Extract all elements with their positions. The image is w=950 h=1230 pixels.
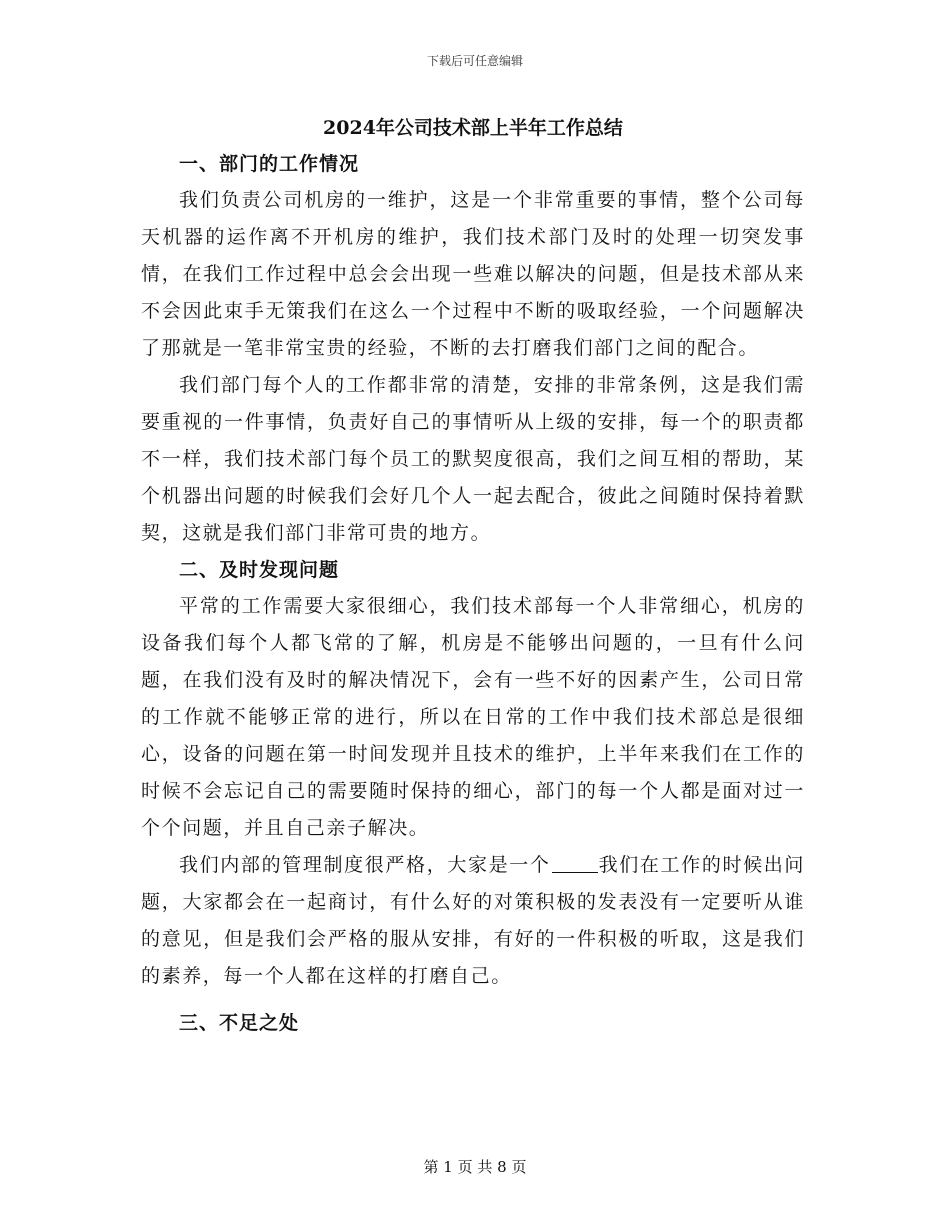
section-heading-1: 一、部门的工作情况 [179, 153, 360, 175]
paragraph: 我们负责公司机房的一维护，这是一个非常重要的事情，整个公司每天机器的运作离不开机房的维护，我们技术部门及时的处理一切突发事情，在我们工作过程中总会会出现一些难以解决的问题，但是技术部从来不会因此束手无策我们在这么一个过程中不断的吸取经验，一个问题解决了那就是一笔非常宝贵的经验，不断的去打磨我们部门之间的配合。 [141, 189, 805, 359]
document-title: 2024年公司技术部上半年工作总结 [323, 117, 623, 139]
page-footer: 第 1 页 共 8 页 [423, 1158, 527, 1176]
paragraph: 我们部门每个人的工作都非常的清楚，安排的非常条例，这是我们需要重视的一件事情，负责好自己的事情听从上级的安排，每一个的职责都不一样，我们技术部门每个员工的默契度很高，我们之间互相的帮助，某个机器出问题的时候我们会好几个人一起去配合，彼此之间随时保持着默契，这就是我们部门非常可贵的地方。 [141, 374, 805, 544]
fill-in-blank [552, 854, 598, 873]
section-heading-2: 二、及时发现问题 [179, 559, 340, 581]
paragraph: 平常的工作需要大家很细心，我们技术部每一个人非常细心，机房的设备我们每个人都飞常的了解，机房是不能够出问题的，一旦有什么问题，在我们没有及时的解决情况下，会有一些不好的因素产生，公司日常的工作就不能够正常的进行，所以在日常的工作中我们技术部总是很细心，设备的问题在第一时间发现并且技术的维护，上半年来我们在工作的时候不会忘记自己的需要随时保持的细心，部门的每一个人都是面对过一个个问题，并且自己亲子解决。 [141, 595, 805, 839]
document-body [141, 110, 805, 1041]
paragraph-text-before-blank: 我们内部的管理制度很严格，大家是一个 [179, 854, 551, 876]
paragraph-text-after-blank: 我们在工作的时候出问题，大家都会在一起商讨，有什么好的对策积极的发表没有一定要听从谁的意见，但是我们会严格的服从安排，有好的一件积极的听取，这是我们的素养，每一个人都在这样的打磨自己。 [141, 854, 805, 987]
paragraph-with-blank [141, 847, 805, 995]
page-header: 下载后可任意编辑 [426, 54, 523, 68]
section-heading-3: 三、不足之处 [179, 1012, 300, 1034]
